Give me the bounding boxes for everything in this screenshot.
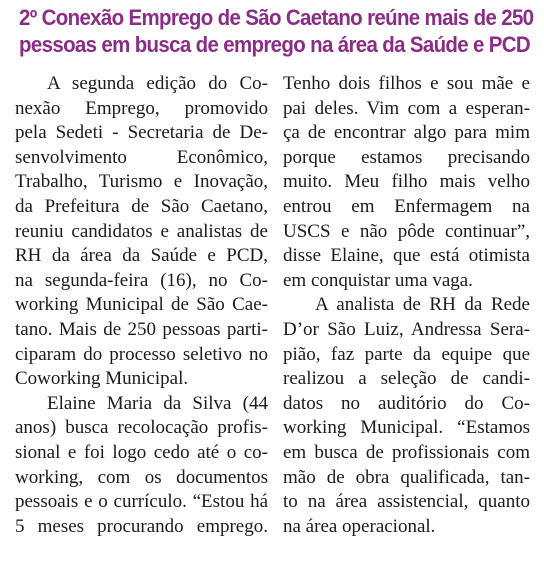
text-line: ciparam do processo seletivo no [15, 343, 268, 365]
headline-line-2: pessoas em busca de emprego na área da Saúde e PCD [19, 32, 531, 57]
text-line: ça de encontrar algo para mim [283, 122, 530, 144]
text-line: entrou em Enfermagem na [283, 195, 530, 217]
right-column [283, 72, 530, 539]
text-line: working Municipal. “Estamos [283, 417, 530, 439]
text-line: working Municipal de São Cae- [15, 294, 268, 316]
text-line: anos) busca recolocação profis- [15, 417, 268, 439]
text-line: Tenho dois filhos e sou mãe e [283, 73, 530, 94]
text-line: datos no auditório do Co- [283, 392, 530, 414]
text-line: Elaine Maria da Silva (44 [47, 392, 268, 414]
text-line: na segunda-feira (16), no Co- [15, 269, 268, 291]
left-paragraph-1 [15, 72, 268, 392]
left-column [15, 72, 268, 539]
text-line: nexão Emprego, promovido [15, 97, 268, 119]
left-paragraph-2 [15, 392, 268, 540]
text-line: RH da área da Saúde e PCD, [15, 245, 268, 267]
headline-line-1: 2º Conexão Emprego de São Caetano reúne mais de 250 [19, 5, 534, 30]
text-line: tano. Mais de 250 pessoas parti- [15, 318, 268, 340]
right-paragraph-1 [283, 72, 530, 293]
text-line: senvolvimento Econômico, [15, 146, 268, 168]
text-line: sional e foi logo cedo até o co- [15, 441, 268, 463]
text-line: mão de obra qualificada, tan- [283, 466, 530, 488]
text-line: D’or São Luiz, Andressa Sera- [283, 318, 530, 340]
text-line: porque estamos precisando [283, 146, 530, 168]
text-line: working, com os documentos [15, 466, 268, 488]
text-line: realizou a seleção de candi- [283, 368, 530, 390]
text-line: pião, faz parte da equipe que [283, 343, 530, 365]
text-line: A segunda edição do Co- [47, 73, 268, 94]
text-line: pai deles. Vim com a esperan- [283, 97, 530, 119]
text-line: muito. Meu filho mais velho [283, 171, 530, 193]
text-line: pela Sedeti - Secretaria de De- [15, 122, 268, 144]
text-line: em busca de profissionais com [283, 441, 530, 463]
text-line: Trabalho, Turismo e Inovação, [15, 171, 268, 193]
article-headline [19, 4, 534, 58]
text-line: reuniu candidatos e analistas de [15, 220, 268, 242]
text-line: em conquistar uma vaga. [283, 269, 473, 291]
text-line: A analista de RH da Rede [315, 294, 530, 316]
text-line: Coworking Municipal. [15, 368, 189, 390]
text-line: to na área assistencial, quanto [283, 491, 530, 513]
text-line: USCS e não pôde continuar”, [283, 220, 530, 242]
text-line: na área operacional. [283, 515, 436, 537]
text-line: disse Elaine, que está otimista [283, 245, 530, 267]
text-line: da Prefeitura de São Caetano, [15, 195, 268, 217]
text-line: 5 meses procurando emprego. [15, 515, 268, 537]
text-line: pessoais e o currículo. “Estou há [15, 491, 268, 513]
right-paragraph-2 [283, 293, 530, 539]
